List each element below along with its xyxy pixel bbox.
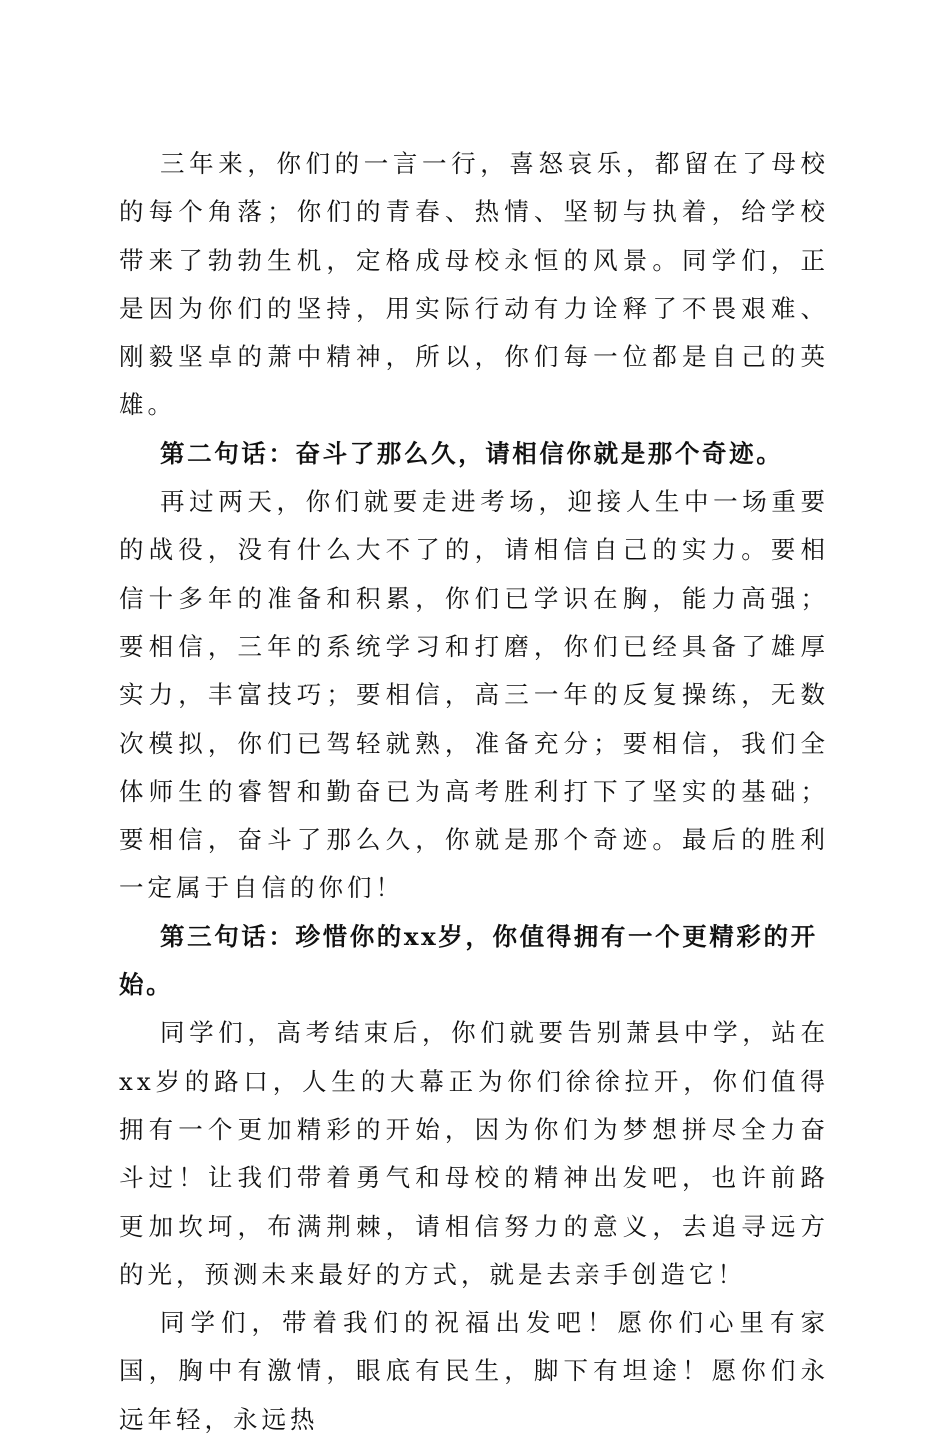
paragraph-blessing: 同学们，带着我们的祝福出发吧！愿你们心里有家国，胸中有激情，眼底有民生，脚下有坦途！愿你们永远年轻，永远热 bbox=[119, 1308, 829, 1434]
paragraph-new-beginning: 同学们，高考结束后，你们就要告别萧县中学，站在xx岁的路口，人生的大幕正为你们徐徐拉开，你们值得拥有一个更加精彩的开始，因为你们为梦想拼尽全力奋斗过！让我们带着勇气和母校的精神出发吧，也许前路更加坎坷，布满荆棘，请相信努力的意义，去追寻远方的光，预测未来最好的方式，就是去亲手创造它！ bbox=[119, 1018, 829, 1289]
heading-second-sentence: 第二句话：奋斗了那么久，请相信你就是那个奇迹。 bbox=[160, 438, 784, 468]
heading-third-sentence: 第三句话：珍惜你的xx岁，你值得拥有一个更精彩的开始。 bbox=[119, 921, 818, 1000]
document-page bbox=[119, 140, 829, 1444]
paragraph-exam-confidence: 再过两天，你们就要走进考场，迎接人生中一场重要的战役，没有什么大不了的，请相信自己的实力。要相信十多年的准备和积累，你们已学识在胸，能力高强；要相信，三年的系统学习和打磨，你们已经具备了雄厚实力，丰富技巧；要相信，高三一年的反复操练，无数次模拟，你们已驾轻就熟，准备充分；要相信，我们全体师生的睿智和勤奋已为高考胜利打下了坚实的基础；要相信，奋斗了那么久，你就是那个奇迹。最后的胜利一定属于自信的你们！ bbox=[119, 487, 829, 903]
paragraph-heroes: 三年来，你们的一言一行，喜怒哀乐，都留在了母校的每个角落；你们的青春、热情、坚韧与执着，给学校带来了勃勃生机，定格成母校永恒的风景。同学们，正是因为你们的坚持，用实际行动有力诠释了不畏艰难、刚毅坚卓的萧中精神，所以，你们每一位都是自己的英雄。 bbox=[119, 149, 829, 420]
